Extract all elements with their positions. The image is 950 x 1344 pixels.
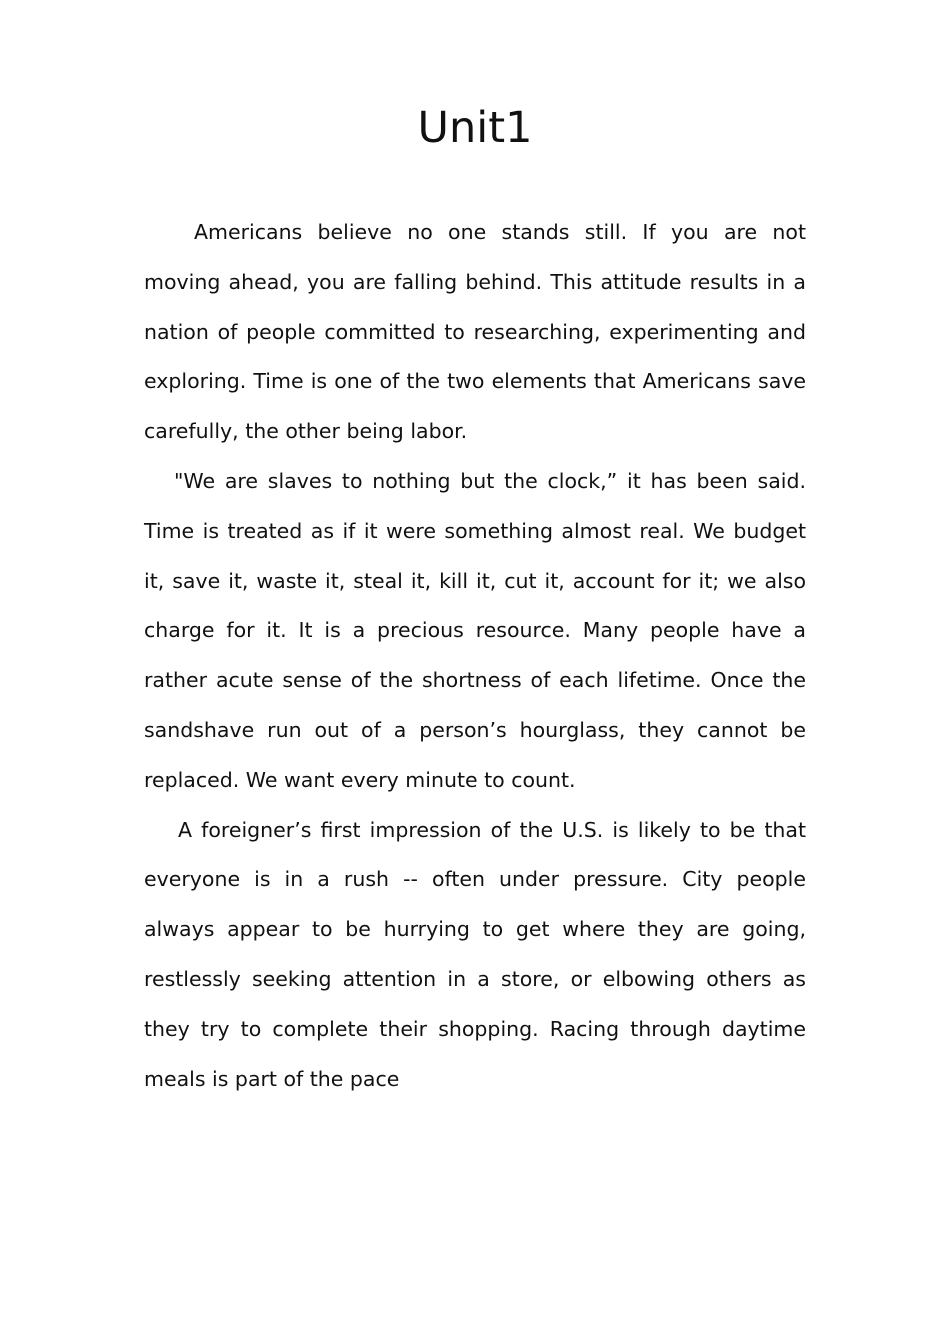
page-title: Unit1 [417,103,533,153]
paragraph-1: Americans believe no one stands still. If you are not moving ahead, you are falling behind. This attitude results in a nation of people committed to researching, experimenting and exploring. Time is one of the two elements that Americans save carefully, the other being labor. [144,220,806,444]
paragraph-3: A foreigner’s first impression of the U.S. is likely to be that everyone is in a rush -- often under pressure. City people always appear to be hurrying to get where they are going, restlessly seeking attention in a store, or elbowing others as they try to complete their shopping. Racing through daytime meals is part of the pace [144,817,806,1091]
paragraph-2: "We are slaves to nothing but the clock,” it has been said. Time is treated as if it were something almost real. We budget it, save it, waste it, steal it, kill it, cut it, account for it; we also charge for it. It is a precious resource. Many people have a rather acute sense of the shortness of each lifetime. Once the sandshave run out of a person’s hourglass, they cannot be replaced. We want every minute to count. [144,468,806,792]
body-text [144,208,806,1104]
